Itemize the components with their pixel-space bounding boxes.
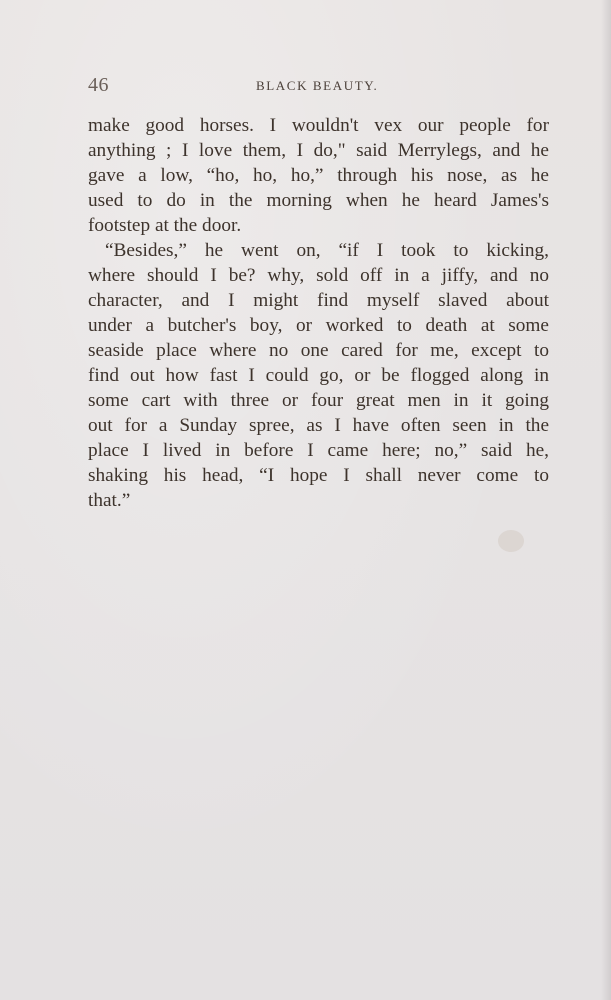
page-edge-shadow bbox=[601, 0, 611, 1000]
text-line: used to do in the morning when he heard James's bbox=[88, 190, 549, 211]
text-line: that.” bbox=[88, 490, 131, 511]
text-line: some cart with three or four great men in it going bbox=[88, 390, 549, 411]
page-header bbox=[87, 74, 549, 96]
text-line: place I lived in before I came here; no,” said he, bbox=[88, 440, 549, 461]
body-text bbox=[88, 113, 549, 513]
text-line: gave a low, “ho, ho, ho,” through his nose, as he bbox=[88, 165, 549, 186]
text-line: under a butcher's boy, or worked to death at some bbox=[88, 315, 549, 336]
text-line: footstep at the door. bbox=[88, 215, 242, 236]
text-line: out for a Sunday spree, as I have often seen in the bbox=[88, 415, 549, 436]
page-number: 46 bbox=[88, 74, 109, 96]
text-line: seaside place where no one cared for me, except to bbox=[88, 340, 549, 361]
text-line: make good horses. I wouldn't vex our people for bbox=[88, 115, 549, 136]
text-line: find out how fast I could go, or be flogged along in bbox=[88, 365, 549, 386]
text-line: “Besides,” he went on, “if I took to kicking, bbox=[105, 240, 549, 261]
text-line: where should I be? why, sold off in a jiffy, and no bbox=[88, 265, 549, 286]
running-head: BLACK BEAUTY. bbox=[256, 78, 379, 93]
paper-foxing-spot bbox=[498, 530, 524, 552]
text-line: anything ; I love them, I do," said Merrylegs, and he bbox=[88, 140, 549, 161]
text-line: shaking his head, “I hope I shall never come to bbox=[88, 465, 549, 486]
text-line: character, and I might find myself slaved about bbox=[88, 290, 549, 311]
